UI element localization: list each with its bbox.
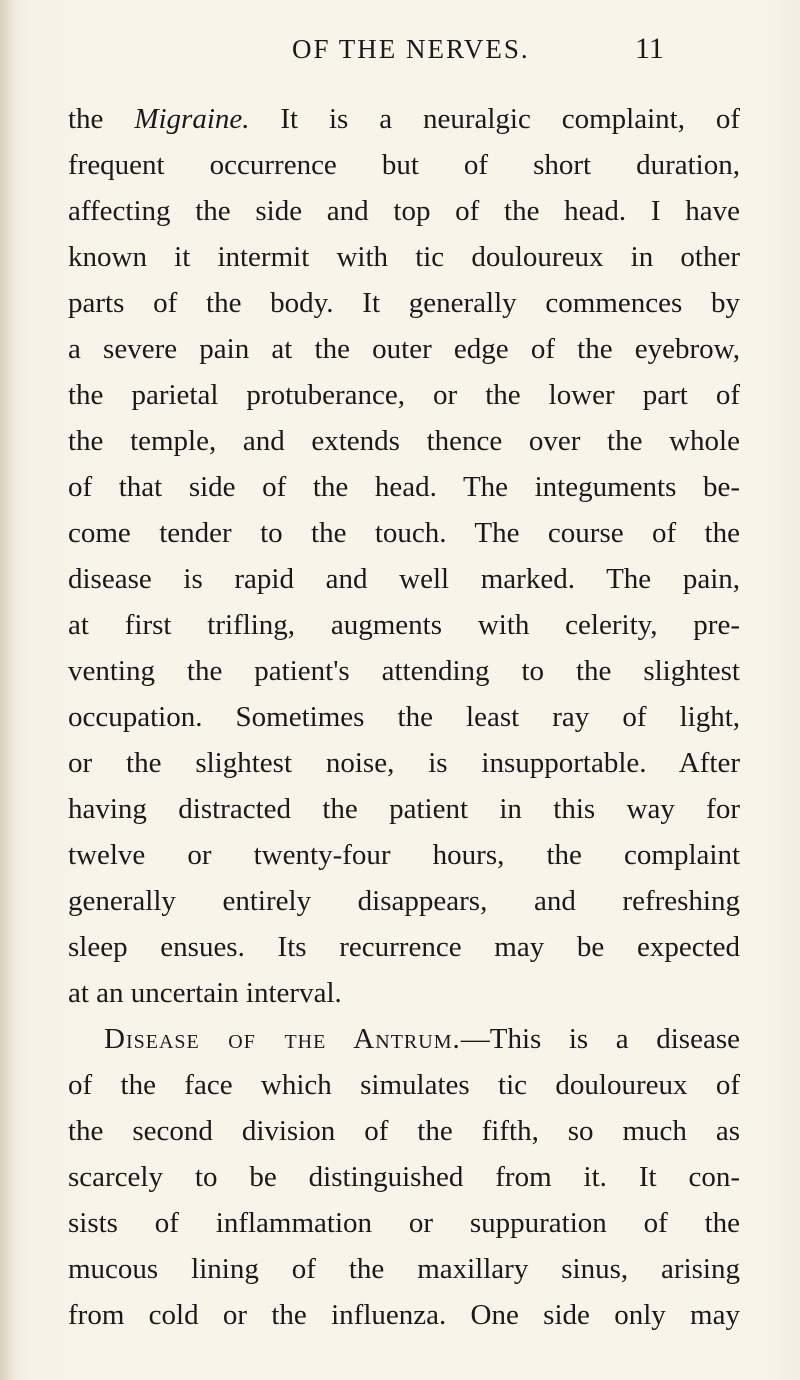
text-line: known it intermit with tic douloureux in other — [68, 241, 740, 273]
text-line: the second division of the fifth, so much as — [68, 1115, 740, 1147]
text-line: having distracted the patient in this way for — [68, 793, 740, 825]
text-line: affecting the side and top of the head. I have — [68, 195, 740, 227]
text-line: a severe pain at the outer edge of the eyebrow, — [68, 333, 740, 365]
text-line: frequent occurrence but of short duration, — [68, 149, 740, 181]
text-line: the Migraine. It is a neuralgic complaint, of — [68, 103, 740, 135]
text-line: from cold or the influenza. One side only may — [68, 1299, 740, 1331]
text-line: sleep ensues. Its recurrence may be expected — [68, 931, 740, 963]
text-line: twelve or twenty-four hours, the complaint — [68, 839, 740, 871]
text-line: at an uncertain interval. — [68, 977, 342, 1009]
text-line: at first trifling, augments with celerity, pre- — [68, 609, 740, 641]
running-head: OF THE NERVES. — [292, 34, 530, 64]
text-line: generally entirely disappears, and refreshing — [68, 885, 740, 917]
section-heading-line: Disease of the Antrum.—This is a disease — [104, 1023, 740, 1055]
text-line: the temple, and extends thence over the whole — [68, 425, 740, 457]
text-line: mucous lining of the maxillary sinus, arising — [68, 1253, 740, 1285]
page-number: 11 — [635, 32, 664, 65]
text-line: come tender to the touch. The course of the — [68, 517, 740, 549]
text-line: sists of inflammation or suppuration of the — [68, 1207, 740, 1239]
text-line: of that side of the head. The integuments be- — [68, 471, 740, 503]
text-line: venting the patient's attending to the slightest — [68, 655, 740, 687]
page-spine-shadow — [0, 0, 14, 1380]
section-heading: Disease of the Antrum. — [104, 1023, 461, 1055]
text-line: disease is rapid and well marked. The pain, — [68, 563, 740, 595]
text-line: the parietal protuberance, or the lower part of — [68, 379, 740, 411]
text-line: parts of the body. It generally commences by — [68, 287, 740, 319]
text-line: of the face which simulates tic douloureux of — [68, 1069, 740, 1101]
text-line: scarcely to be distinguished from it. It con- — [68, 1161, 740, 1193]
text-line: or the slightest noise, is insupportable. After — [68, 747, 740, 779]
text-line: occupation. Sometimes the least ray of light, — [68, 701, 740, 733]
page-header — [0, 32, 800, 72]
term-migraine: Migraine. — [134, 103, 250, 135]
